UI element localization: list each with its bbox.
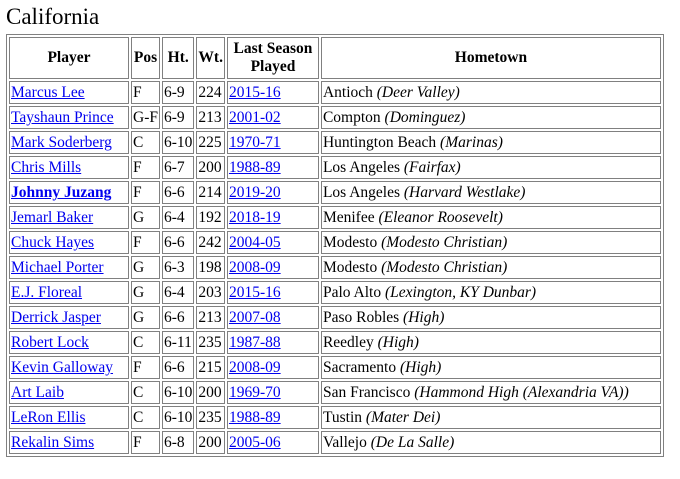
hometown-town: San Francisco <box>322 384 411 401</box>
height-cell: 6-9 <box>162 106 194 129</box>
player-link[interactable]: Tayshaun Prince <box>11 109 114 126</box>
season-cell <box>227 356 319 379</box>
header-wt: Wt. <box>196 37 225 79</box>
hometown-cell <box>321 281 661 304</box>
season-link[interactable]: 2015-16 <box>228 84 281 101</box>
weight-cell: 235 <box>196 406 225 429</box>
hometown-school: (Mater Dei) <box>365 409 441 426</box>
height-cell: 6-10 <box>162 131 194 154</box>
page-title: California <box>6 4 100 29</box>
weight-cell: 225 <box>196 131 225 154</box>
player-link[interactable]: Michael Porter <box>11 259 104 276</box>
player-cell <box>9 106 129 129</box>
player-link[interactable]: Rekalin Sims <box>11 434 95 451</box>
hometown-cell <box>321 381 661 404</box>
table-row <box>9 281 661 304</box>
pos-cell: G <box>131 281 160 304</box>
weight-cell: 224 <box>196 81 225 104</box>
season-link[interactable]: 2019-20 <box>228 184 281 201</box>
table-row <box>9 106 661 129</box>
hometown-cell <box>321 231 661 254</box>
table-row <box>9 381 661 404</box>
pos-cell: F <box>131 431 160 454</box>
season-cell <box>227 256 319 279</box>
header-hometown: Hometown <box>321 37 661 79</box>
season-cell <box>227 381 319 404</box>
season-link[interactable]: 1969-70 <box>228 384 281 401</box>
hometown-school: (Harvard Westlake) <box>403 184 526 201</box>
pos-cell: G <box>131 306 160 329</box>
player-cell <box>9 381 129 404</box>
player-cell <box>9 156 129 179</box>
pos-cell: G-F <box>131 106 160 129</box>
weight-cell: 213 <box>196 106 225 129</box>
season-link[interactable]: 1988-89 <box>228 159 281 176</box>
height-cell: 6-4 <box>162 281 194 304</box>
season-cell <box>227 81 319 104</box>
weight-cell: 198 <box>196 256 225 279</box>
header-row <box>9 37 661 79</box>
weight-cell: 200 <box>196 156 225 179</box>
player-cell <box>9 231 129 254</box>
season-link[interactable]: 1970-71 <box>228 134 281 151</box>
player-cell <box>9 181 129 204</box>
hometown-town: Tustin <box>322 409 363 426</box>
hometown-town: Vallejo <box>322 434 367 451</box>
height-cell: 6-10 <box>162 406 194 429</box>
height-cell: 6-11 <box>162 331 194 354</box>
table-row <box>9 156 661 179</box>
weight-cell: 242 <box>196 231 225 254</box>
height-cell: 6-6 <box>162 231 194 254</box>
player-cell <box>9 306 129 329</box>
header-ht: Ht. <box>162 37 194 79</box>
weight-cell: 203 <box>196 281 225 304</box>
player-cell <box>9 331 129 354</box>
season-cell <box>227 406 319 429</box>
player-link[interactable]: Robert Lock <box>11 334 89 351</box>
player-link[interactable]: Chris Mills <box>11 159 82 176</box>
hometown-school: (High) <box>400 359 442 376</box>
hometown-town: Sacramento <box>322 359 397 376</box>
player-link[interactable]: Kevin Galloway <box>11 359 114 376</box>
hometown-town: Modesto <box>322 259 378 276</box>
hometown-town: Compton <box>322 109 381 126</box>
weight-cell: 235 <box>196 331 225 354</box>
season-link[interactable]: 2008-09 <box>228 359 281 376</box>
pos-cell: G <box>131 256 160 279</box>
player-cell <box>9 131 129 154</box>
table-row <box>9 256 661 279</box>
table-row <box>9 331 661 354</box>
pos-cell: G <box>131 206 160 229</box>
hometown-cell <box>321 331 661 354</box>
table-row <box>9 356 661 379</box>
player-link[interactable]: Marcus Lee <box>11 84 85 101</box>
pos-cell: F <box>131 356 160 379</box>
weight-cell: 214 <box>196 181 225 204</box>
weight-cell: 213 <box>196 306 225 329</box>
table-row <box>9 206 661 229</box>
pos-cell: C <box>131 131 160 154</box>
hometown-town: Los Angeles <box>322 159 401 176</box>
weight-cell: 200 <box>196 381 225 404</box>
hometown-cell <box>321 356 661 379</box>
season-link[interactable]: 1988-89 <box>228 409 281 426</box>
hometown-school: (Hammond High (Alexandria VA)) <box>414 384 629 401</box>
season-cell <box>227 131 319 154</box>
table-row <box>9 81 661 104</box>
height-cell: 6-6 <box>162 356 194 379</box>
pos-cell: F <box>131 231 160 254</box>
season-link[interactable]: 2015-16 <box>228 284 281 301</box>
season-link[interactable]: 2018-19 <box>228 209 281 226</box>
player-link[interactable]: Mark Soderberg <box>11 134 112 151</box>
hometown-cell <box>321 131 661 154</box>
hometown-town: Modesto <box>322 234 378 251</box>
hometown-school: (Fairfax) <box>403 159 461 176</box>
hometown-town: Menifee <box>322 209 375 226</box>
hometown-town: Los Angeles <box>322 184 401 201</box>
player-link[interactable]: Chuck Hayes <box>11 234 95 251</box>
season-cell <box>227 181 319 204</box>
hometown-cell <box>321 181 661 204</box>
hometown-school: (De La Salle) <box>370 434 455 451</box>
hometown-town: Huntington Beach <box>322 134 437 151</box>
weight-cell: 192 <box>196 206 225 229</box>
hometown-cell <box>321 106 661 129</box>
season-link[interactable]: 2004-05 <box>228 234 281 251</box>
hometown-school: (Marinas) <box>440 134 503 151</box>
height-cell: 6-6 <box>162 306 194 329</box>
hometown-cell <box>321 306 661 329</box>
pos-cell: F <box>131 81 160 104</box>
hometown-school: (Dominguez) <box>384 109 466 126</box>
table-row <box>9 406 661 429</box>
player-cell <box>9 406 129 429</box>
weight-cell: 200 <box>196 431 225 454</box>
height-cell: 6-6 <box>162 181 194 204</box>
table-row <box>9 306 661 329</box>
height-cell: 6-9 <box>162 81 194 104</box>
season-cell <box>227 331 319 354</box>
hometown-school: (Deer Valley) <box>376 84 460 101</box>
height-cell: 6-7 <box>162 156 194 179</box>
hometown-school: (Modesto Christian) <box>381 259 508 276</box>
hometown-cell <box>321 156 661 179</box>
pos-cell: C <box>131 406 160 429</box>
player-cell <box>9 256 129 279</box>
hometown-school: (Eleanor Roosevelt) <box>378 209 503 226</box>
player-cell <box>9 281 129 304</box>
season-cell <box>227 231 319 254</box>
height-cell: 6-3 <box>162 256 194 279</box>
season-cell <box>227 431 319 454</box>
roster-table <box>6 34 664 457</box>
season-link[interactable]: 2005-06 <box>228 434 281 451</box>
season-link[interactable]: 2001-02 <box>228 109 281 126</box>
hometown-cell <box>321 81 661 104</box>
hometown-school: (Lexington, KY Dunbar) <box>384 284 537 301</box>
hometown-town: Reedley <box>322 334 374 351</box>
height-cell: 6-8 <box>162 431 194 454</box>
header-last-season <box>227 37 319 79</box>
header-pos: Pos <box>131 37 160 79</box>
player-link[interactable]: LeRon Ellis <box>11 409 86 426</box>
player-link[interactable]: E.J. Floreal <box>11 284 83 301</box>
hometown-cell <box>321 206 661 229</box>
table-row <box>9 231 661 254</box>
player-cell <box>9 356 129 379</box>
pos-cell: C <box>131 331 160 354</box>
hometown-school: (Modesto Christian) <box>381 234 508 251</box>
player-link[interactable]: Johnny Juzang <box>11 184 112 201</box>
season-cell <box>227 281 319 304</box>
weight-cell: 215 <box>196 356 225 379</box>
hometown-town: Palo Alto <box>322 284 382 301</box>
player-link[interactable]: Art Laib <box>11 384 64 401</box>
season-cell <box>227 156 319 179</box>
hometown-school: (High) <box>377 334 419 351</box>
height-cell: 6-10 <box>162 381 194 404</box>
season-link[interactable]: 2007-08 <box>228 309 281 326</box>
height-cell: 6-4 <box>162 206 194 229</box>
hometown-cell <box>321 431 661 454</box>
season-cell <box>227 106 319 129</box>
header-last-season-label: Last Season Played <box>233 40 313 75</box>
season-link[interactable]: 1987-88 <box>228 334 281 351</box>
table-row <box>9 181 661 204</box>
hometown-school: (High) <box>403 309 445 326</box>
season-cell <box>227 206 319 229</box>
pos-cell: C <box>131 381 160 404</box>
player-link[interactable]: Derrick Jasper <box>11 309 101 326</box>
hometown-cell <box>321 406 661 429</box>
player-cell <box>9 431 129 454</box>
header-player: Player <box>9 37 129 79</box>
hometown-town: Paso Robles <box>322 309 400 326</box>
hometown-town: Antioch <box>322 84 373 101</box>
season-cell <box>227 306 319 329</box>
pos-cell: F <box>131 181 160 204</box>
hometown-cell <box>321 256 661 279</box>
player-cell <box>9 81 129 104</box>
table-row <box>9 431 661 454</box>
player-link[interactable]: Jemarl Baker <box>11 209 94 226</box>
player-cell <box>9 206 129 229</box>
table-row <box>9 131 661 154</box>
pos-cell: F <box>131 156 160 179</box>
season-link[interactable]: 2008-09 <box>228 259 281 276</box>
